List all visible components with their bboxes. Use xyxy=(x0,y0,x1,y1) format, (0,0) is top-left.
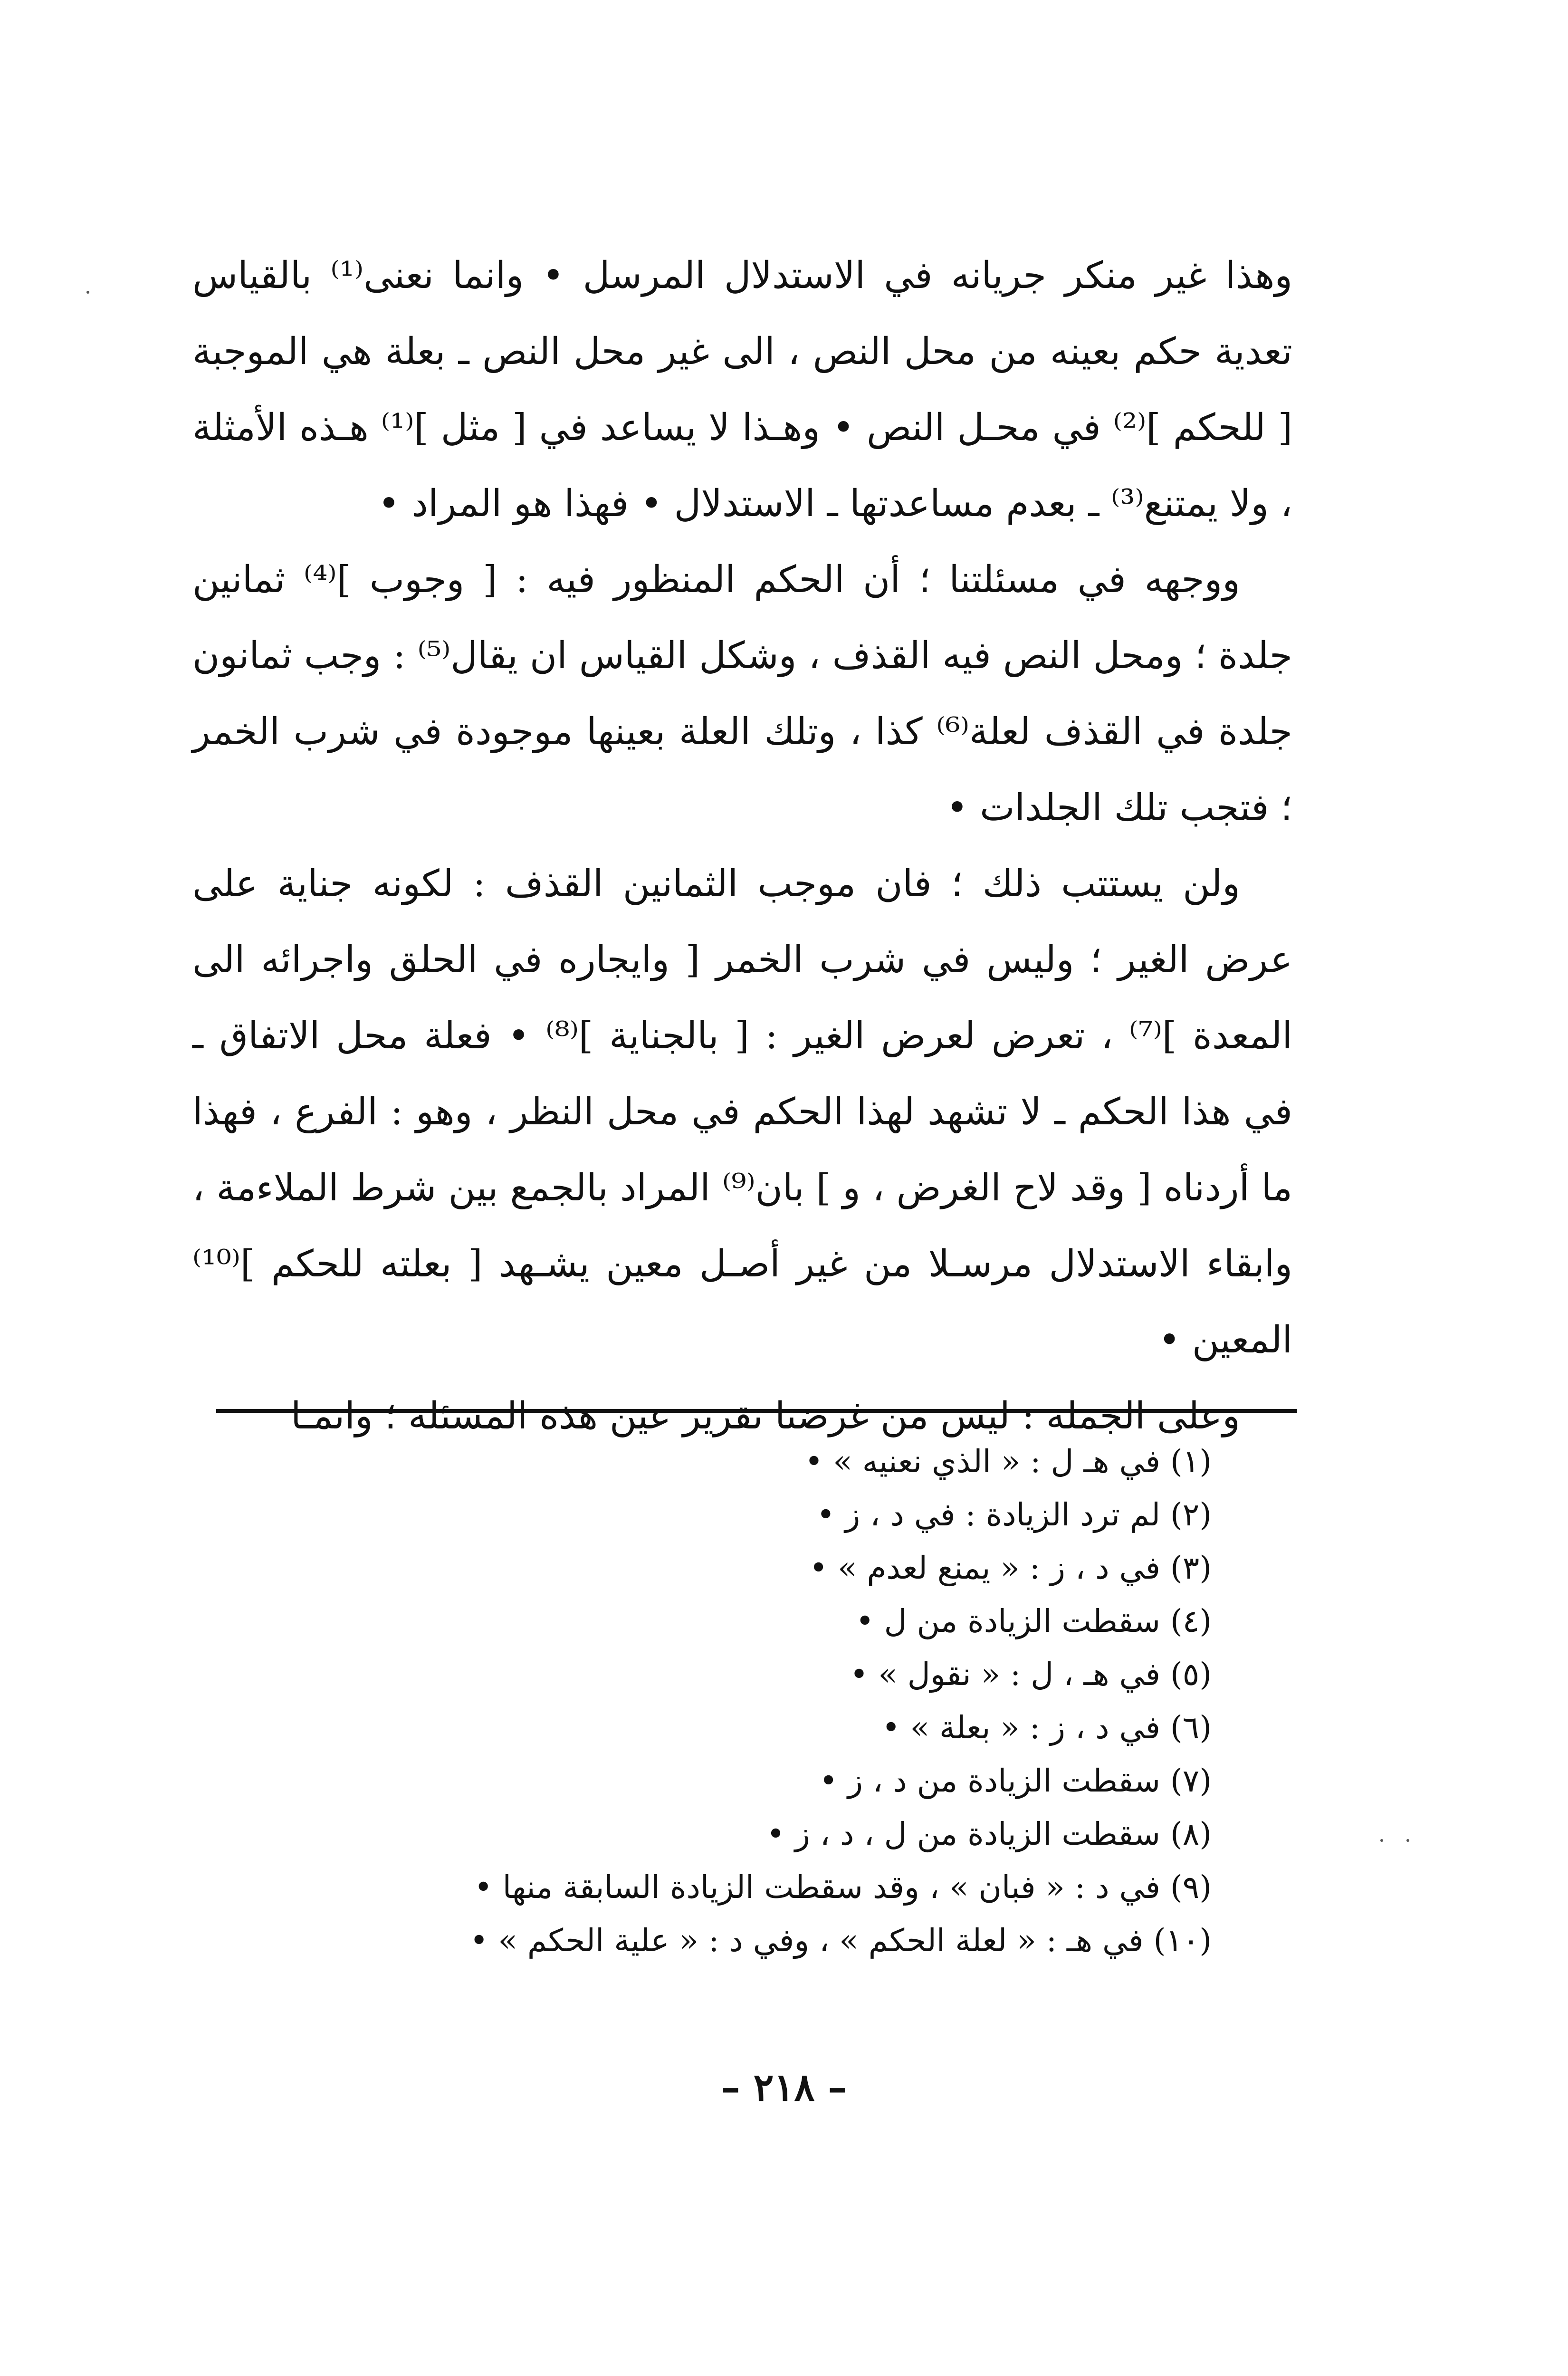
page-number: – ٢١٨ – xyxy=(721,2065,847,2109)
scan-speck xyxy=(1406,1839,1409,1842)
footnotes-list xyxy=(333,1435,1212,1967)
footnote-5: (٥) في هـ ، ل : « نقول » • xyxy=(850,1656,1212,1693)
footnote-7: (٧) سقطت الزيادة من د ، ز • xyxy=(819,1763,1212,1799)
footnote-3: (٣) في د ، ز : « يمنع لعدم » • xyxy=(809,1550,1212,1586)
main-text xyxy=(192,238,1292,1454)
paragraph-4: وعلى الجملة : ليس من غرضنا تقرير عين هذه المسئلة ؛ وانمـا xyxy=(290,1395,1240,1437)
paragraph-3: ولن يستتب ذلك ؛ فان موجب الثمانين القذف : لكونه جناية على عرض الغير ؛ وليس في شرب الخمر [ وايجاره في الحلق واجرائه الى المعدة ]⁽⁷⁾ ، تعرض لعرض الغير : [ بالجناية ]⁽⁸⁾ • فعلة محل الاتفاق ـ في هذا الحكم ـ لا تشهد لهذا الحكم في محل النظر ، وهو : الفرع ، فهذا ما أردناه [ وقد لاح الغرض ، و ] بان⁽⁹⁾ المراد بالجمع بين شرط الملاءمة ، وابقاء الاستدلال مرسـلا من غير أصـل معين يشـهد [ بعلته للحكم ]⁽¹⁰⁾ المعين • xyxy=(192,862,1292,1361)
paragraph-1: وهذا غير منكر جريانه في الاستدلال المرسل • وانما نعنى⁽¹⁾ بالقياس تعدية حكم بعينه من محل النص ، الى غير محل النص ـ بعلة هي الموجبة [ للحكم ]⁽²⁾ في محـل النص • وهـذا لا يساعد في [ مثل ]⁽¹⁾ هـذه الأمثلة ، ولا يمتنع⁽³⁾ ـ بعدم مساعدتها ـ الاستدلال • فهذا هو المراد • xyxy=(192,254,1293,525)
footnote-1: (١) في هـ ل : « الذي نعنيه » • xyxy=(804,1443,1212,1480)
paragraph-2: ووجهه في مسئلتنا ؛ أن الحكم المنظور فيه : [ وجوب ]⁽⁴⁾ ثمانين جلدة ؛ ومحل النص فيه القذف ، وشكل القياس ان يقال⁽⁵⁾ : وجب ثمانون جلدة في القذف لعلة⁽⁶⁾ كذا ، وتلك العلة بعينها موجودة في شرب الخمر ؛ فتجب تلك الجلدات • xyxy=(192,558,1292,829)
scan-speck xyxy=(86,291,89,294)
footnote-6: (٦) في د ، ز : « بعلة » • xyxy=(881,1709,1212,1746)
footnote-2: (٢) لم ترد الزيادة : في د ، ز • xyxy=(816,1496,1212,1533)
footnote-9: (٩) في د : « فبان » ، وقد سقطت الزيادة السابقة منها • xyxy=(474,1869,1212,1906)
footnote-4: (٤) سقطت الزيادة من ل • xyxy=(855,1603,1212,1639)
footnote-10: (١٠) في هـ : « لعلة الحكم » ، وفي د : « علية الحكم » • xyxy=(469,1922,1212,1959)
scan-speck xyxy=(1380,1839,1383,1842)
footnote-8: (٨) سقطت الزيادة من ل ، د ، ز • xyxy=(766,1816,1212,1852)
footnote-separator-line xyxy=(216,1409,1297,1413)
